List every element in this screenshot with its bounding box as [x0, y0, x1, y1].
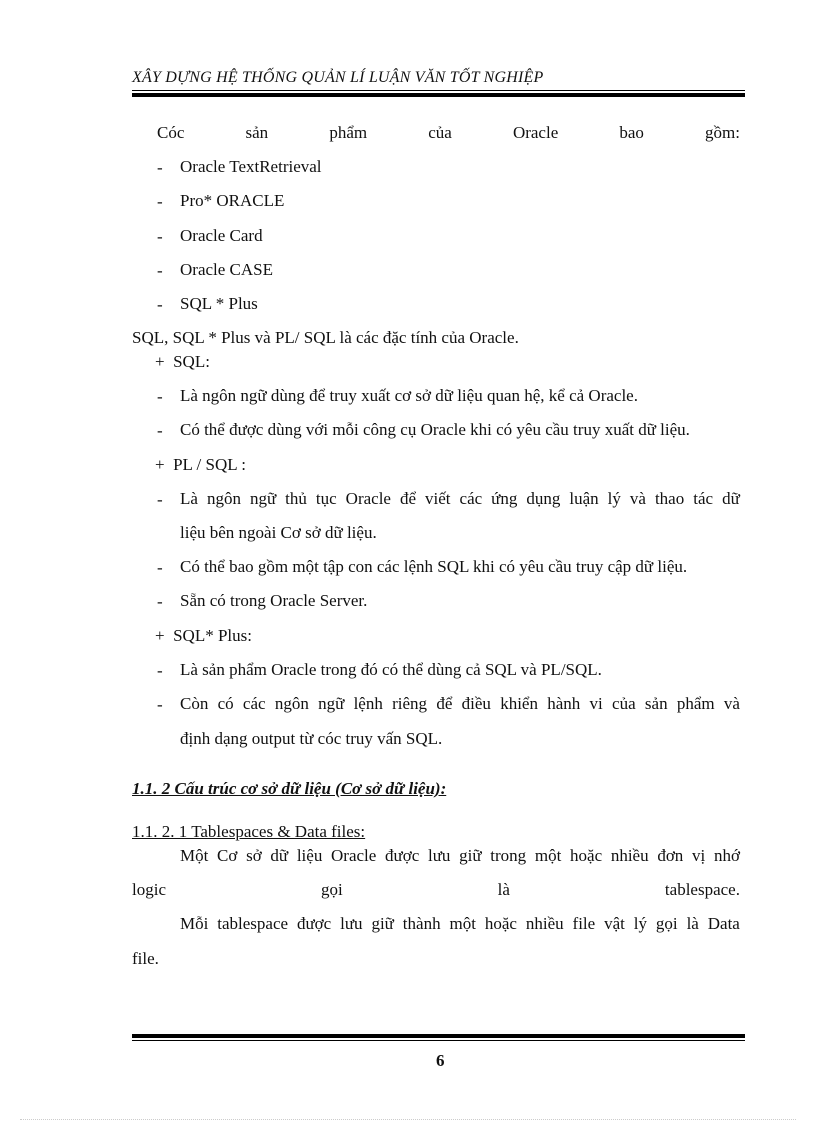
word: là — [686, 914, 699, 933]
intro-word: gồm: — [705, 123, 740, 142]
word: đơn — [657, 846, 684, 865]
word: và — [723, 694, 740, 713]
word: và — [629, 489, 646, 508]
intro-word: bao — [619, 123, 644, 142]
word: để — [399, 489, 417, 508]
word: Cơ — [217, 846, 238, 865]
word: Mỗi — [180, 914, 209, 933]
sqlplus-item2-line1 — [180, 694, 740, 714]
plsql-item1-line2: liệu bên ngoài Cơ sở dữ liệu. — [180, 523, 377, 542]
word: ngữ — [318, 694, 345, 713]
word: điều — [461, 694, 491, 713]
page-edge-divider — [20, 1119, 796, 1120]
word: để — [436, 694, 453, 713]
word: lưu — [428, 846, 451, 865]
word: hành — [547, 694, 581, 713]
word: liệu — [296, 846, 323, 865]
word: Data — [707, 914, 740, 933]
word: ngữ — [249, 489, 277, 508]
bullet: - — [157, 695, 163, 714]
word: thủ — [285, 489, 307, 508]
features-line: SQL, SQL * Plus và PL/ SQL là các đặc tính của Oracle. — [132, 328, 519, 347]
plsql-item2: Có thể bao gồm một tập con các lệnh SQL khi có yêu cầu truy cập dữ liệu. — [180, 557, 688, 576]
bullet: - — [157, 158, 163, 177]
bullet: - — [157, 192, 163, 211]
word: nhiều — [525, 914, 564, 933]
word: được — [296, 914, 332, 933]
header-rule-thin — [132, 90, 745, 91]
word: Còn — [180, 694, 209, 713]
bullet: - — [157, 558, 163, 577]
word: gọi — [655, 914, 678, 933]
sqlplus-heading — [155, 626, 252, 646]
product-item: Oracle TextRetrieval — [180, 157, 322, 176]
word: thành — [402, 914, 441, 933]
intro-word: phẩm — [329, 123, 368, 142]
plsql-item3: Sẵn có trong Oracle Server. — [180, 591, 368, 610]
sqlplus-item2-line2: định dạng output từ cóc truy vấn SQL. — [180, 729, 443, 748]
page-number: 6 — [436, 1051, 445, 1070]
word: lưu — [340, 914, 363, 933]
word: logic — [132, 880, 166, 899]
word: hoặc — [484, 914, 517, 933]
word: tác — [693, 489, 714, 508]
bullet: - — [157, 421, 163, 440]
bullet: - — [157, 227, 163, 246]
word: phẩm — [676, 694, 715, 713]
word: Oracle — [345, 489, 391, 508]
header-rule-thick — [132, 93, 745, 97]
product-item: SQL * Plus — [180, 294, 258, 313]
plus-symbol: + — [155, 352, 165, 371]
bullet: - — [157, 387, 163, 406]
word: ngôn — [206, 489, 241, 508]
word: ngôn — [274, 694, 309, 713]
intro-word: Cóc — [157, 123, 185, 142]
word: Là — [180, 489, 198, 508]
word: các — [242, 694, 266, 713]
plsql-item1-line1 — [180, 489, 740, 509]
word: có — [217, 694, 234, 713]
word: dữ — [270, 846, 289, 865]
word: nhớ — [713, 846, 740, 865]
plus-symbol: + — [155, 626, 165, 645]
intro-word: sản — [245, 123, 269, 142]
bullet: - — [157, 261, 163, 280]
word: vật — [604, 914, 625, 933]
header-title: XÂY DỰNG HỆ THỐNG QUẢN LÍ LUẬN VĂN TỐT NGHIỆP — [132, 69, 544, 86]
word: lý — [633, 914, 648, 933]
sql-item: Có thể được dùng với mỗi công cụ Oracle khi có yêu cầu truy xuất dữ liệu. — [180, 420, 690, 439]
word: riêng — [392, 694, 428, 713]
product-item: Oracle CASE — [180, 260, 274, 279]
sqlplus-heading-text: SQL* Plus: — [173, 626, 252, 645]
sql-heading-text: SQL: — [173, 352, 210, 371]
word: lệnh — [353, 694, 383, 713]
word: nhiều — [610, 846, 649, 865]
intro-word: của — [428, 123, 452, 142]
plsql-heading-text: PL / SQL : — [173, 455, 246, 474]
section-heading: 1.1. 2 Cấu trúc cơ sở dữ liệu (Cơ sở dữ liệu): — [132, 779, 447, 798]
word: viết — [425, 489, 451, 508]
word: vi — [589, 694, 603, 713]
footer-rule-thick — [132, 1034, 745, 1038]
para1-line2 — [132, 880, 740, 900]
word: Oracle — [331, 846, 377, 865]
word: của — [612, 694, 636, 713]
word: tục — [315, 489, 337, 508]
word: các — [459, 489, 483, 508]
sql-heading — [155, 352, 210, 372]
sub-heading: 1.1. 2. 1 Tablespaces & Data files: — [132, 822, 366, 841]
word: luận — [569, 489, 599, 508]
intro-word: Oracle — [512, 123, 559, 142]
word: thao — [654, 489, 685, 508]
word: Một — [180, 846, 209, 865]
word: khiển — [500, 694, 538, 713]
word: file — [572, 914, 596, 933]
word: dữ — [722, 489, 740, 508]
bullet: - — [157, 592, 163, 611]
word: sản — [644, 694, 668, 713]
para1-line1 — [180, 846, 740, 866]
word: được — [385, 846, 420, 865]
plsql-heading — [155, 455, 246, 475]
word: trong — [490, 846, 527, 865]
sql-item: Là ngôn ngữ dùng để truy xuất cơ sở dữ liệu quan hệ, kể cả Oracle. — [180, 386, 638, 405]
word: giữ — [459, 846, 482, 865]
sqlplus-item1: Là sản phẩm Oracle trong đó có thể dùng cả SQL và PL/SQL. — [180, 660, 602, 679]
word: tablespace. — [664, 880, 740, 899]
product-item: Oracle Card — [180, 226, 263, 245]
word: vị — [692, 846, 706, 865]
bullet: - — [157, 295, 163, 314]
word: lý — [607, 489, 621, 508]
intro-line — [157, 123, 740, 143]
plus-symbol: + — [155, 455, 165, 474]
para2-line2: file. — [132, 949, 159, 968]
word: một — [449, 914, 476, 933]
word: giữ — [371, 914, 394, 933]
bullet: - — [157, 661, 163, 680]
para2-line1 — [180, 914, 740, 934]
word: tablespace — [217, 914, 289, 933]
word: dụng — [526, 489, 561, 508]
word: sở — [246, 846, 262, 865]
word: hoặc — [570, 846, 603, 865]
bullet: - — [157, 490, 163, 509]
footer-rule-thin — [132, 1040, 745, 1041]
product-item: Pro* ORACLE — [180, 191, 285, 210]
word: là — [497, 880, 510, 899]
word: ứng — [491, 489, 518, 508]
word: gọi — [320, 880, 343, 899]
word: một — [534, 846, 562, 865]
